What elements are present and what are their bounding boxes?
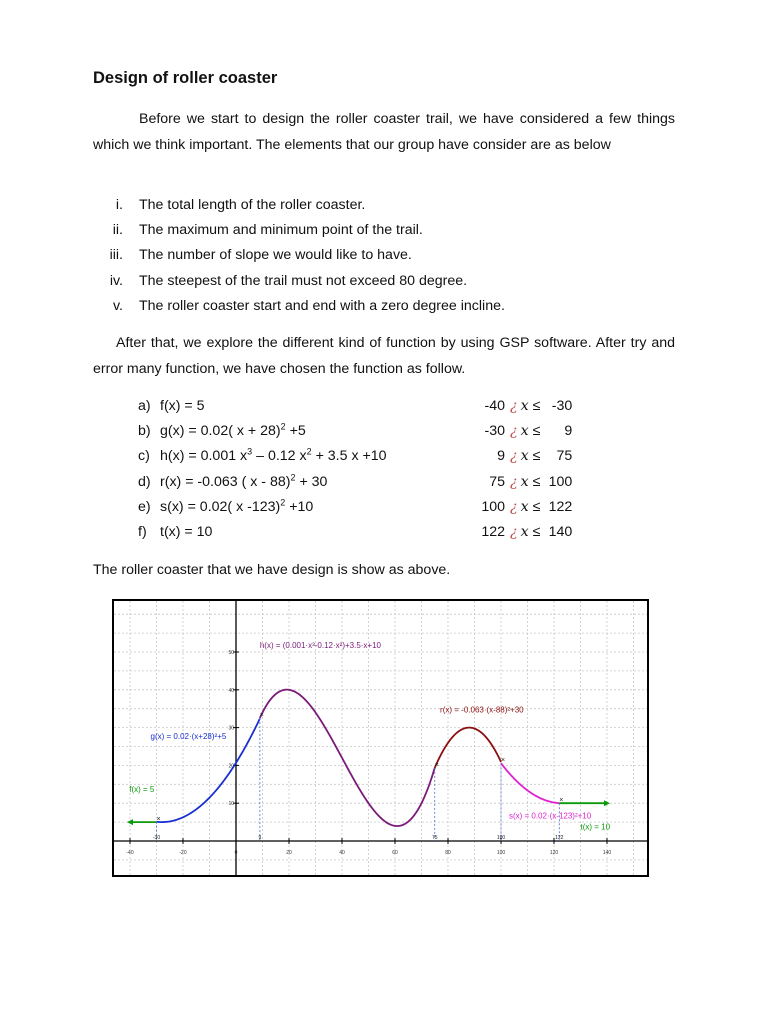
y-tick-label: 10 [228, 801, 234, 808]
arrowhead-left [127, 819, 133, 825]
list-item [93, 243, 613, 268]
list-text: The total length of the roller coaster. [139, 197, 366, 213]
function-domain [465, 419, 572, 444]
function-item [138, 394, 618, 419]
list-number: iv. [109, 272, 123, 289]
function-expression: r(x) = -0.063 ( x - 88)$^2$ + 30 [160, 471, 328, 490]
function-expression: t(x) = 10 [160, 523, 213, 540]
boundary-label: 100 [496, 835, 506, 841]
x-tick-label: 60 [392, 850, 398, 856]
list-text: The roller coaster start and end with a zero degree incline. [139, 297, 505, 314]
domain-symbol: ¿ [510, 473, 518, 490]
boundary-point: × [259, 712, 264, 720]
boundary-label: 122 [555, 835, 564, 841]
domain-upper: 75 [556, 448, 573, 465]
graph-canvas [114, 601, 647, 875]
list-number: v. [113, 297, 123, 314]
curve-label-h: h(x) = (0.001·x³-0.12·x²)+3.5·x+10 [259, 641, 382, 651]
list-number: i. [115, 197, 123, 213]
list-text: The maximum and minimum point of the trail. [139, 222, 423, 239]
document-title: Design of roller coaster [93, 69, 278, 87]
function-domain [465, 394, 572, 419]
intro-paragraph: Before we start to design the roller coaster trail, we have considered a few things which we think important. The elements that our group have consider are as below [93, 111, 675, 153]
curve-label-f: f(x) = 5 [129, 784, 155, 794]
function-label: d) [138, 473, 151, 490]
domain-variable: x [520, 423, 529, 440]
curve-label-r: r(x) = -0.063·(x-88)²+30 [440, 705, 524, 715]
list-text: The steepest of the trail must not exceed 80 degree. [139, 272, 468, 289]
curve-s [501, 763, 559, 803]
function-label: c) [138, 448, 150, 465]
function-expression: s(x) = 0.02( x -123)$^2$ +10 [160, 497, 314, 515]
function-label: b) [138, 423, 151, 440]
function-list [138, 394, 618, 545]
domain-upper: 100 [548, 473, 573, 490]
domain-lower: -40 [484, 398, 505, 414]
function-label: a) [138, 398, 151, 414]
function-expression: g(x) = 0.02( x + 28)$^2$ +5 [160, 421, 306, 440]
exploration-paragraph: After that, we explore the different kind of function by using GSP software. After try and error many function, we have chosen the function as follow. [93, 335, 675, 377]
x-tick-label: 100 [496, 850, 506, 856]
domain-lower: 75 [489, 473, 505, 490]
function-item [138, 520, 618, 545]
curve-label-g: g(x) = 0.02·(x+28)²+5 [150, 731, 227, 741]
function-item [138, 444, 618, 469]
boundary-point: × [559, 797, 564, 805]
domain-relation: ≤ [528, 523, 545, 540]
domain-symbol: ¿ [510, 523, 518, 540]
domain-variable: x [520, 398, 529, 414]
domain-upper: 122 [548, 498, 573, 515]
domain-upper: 9 [564, 423, 573, 440]
curve-h [260, 690, 435, 826]
x-tick-label: 0 [234, 850, 238, 856]
curve-label-s: s(x) = 0.02·(x-123)²+10 [508, 811, 592, 821]
function-domain [465, 470, 572, 495]
boundary-label: 9 [258, 835, 262, 841]
x-tick-label: 20 [286, 850, 292, 856]
roller-coaster-graph [112, 599, 649, 877]
function-item [138, 495, 618, 520]
boundary-label: 75 [431, 835, 438, 841]
boundary-point: × [434, 761, 439, 769]
domain-variable: x [520, 448, 529, 465]
list-number: ii. [112, 222, 123, 239]
domain-variable: x [520, 523, 529, 540]
y-tick-label: 20 [228, 763, 234, 770]
curve-label-t: t(x) = 10 [580, 822, 611, 832]
x-tick-label: -20 [179, 850, 187, 856]
domain-upper: 140 [548, 523, 573, 540]
x-tick-label: 80 [445, 850, 451, 856]
function-label: f) [138, 523, 147, 540]
list-number: iii. [109, 247, 123, 264]
list-item [93, 269, 613, 294]
function-item [138, 470, 618, 495]
x-tick-label: -40 [126, 850, 134, 856]
domain-symbol: ¿ [510, 498, 518, 515]
boundary-label: -30 [152, 835, 161, 841]
domain-relation: ≤ [528, 398, 545, 414]
domain-lower: -30 [484, 423, 505, 440]
domain-relation: ≤ [528, 473, 545, 490]
function-expression: h(x) = 0.001 $x^3 - 0.12$ $x^2 + 3.5$ x +10 [160, 446, 387, 465]
list-text: The number of slope we would like to have. [139, 247, 412, 264]
domain-relation: ≤ [528, 498, 545, 515]
domain-relation: ≤ [528, 448, 545, 465]
domain-symbol: ¿ [510, 448, 518, 465]
domain-relation: ≤ [528, 423, 545, 440]
x-tick-label: 140 [602, 850, 612, 856]
domain-lower: 100 [481, 498, 505, 515]
domain-lower: 9 [497, 448, 505, 465]
list-item [93, 218, 613, 243]
domain-upper: -30 [551, 398, 573, 414]
function-domain [465, 495, 572, 520]
domain-variable: x [520, 473, 529, 490]
domain-symbol: ¿ [510, 398, 518, 414]
domain-variable: x [520, 498, 529, 515]
y-tick-label: 50 [228, 650, 234, 656]
boundary-point: × [500, 757, 506, 765]
y-tick-label: 30 [228, 725, 234, 732]
function-label: e) [138, 498, 151, 515]
list-item [93, 193, 613, 218]
x-tick-label: 40 [339, 850, 345, 856]
y-tick-label: 40 [228, 687, 234, 694]
curve-r [435, 728, 501, 768]
list-item [93, 294, 613, 319]
function-domain [465, 520, 572, 545]
x-tick-label: 120 [549, 850, 559, 856]
elements-list [93, 193, 613, 319]
domain-lower: 122 [481, 523, 505, 540]
domain-symbol: ¿ [510, 423, 518, 440]
function-domain [465, 444, 572, 469]
graph-caption: The roller coaster that we have design is show as above. [93, 562, 451, 578]
boundary-point: × [156, 815, 161, 823]
function-item [138, 419, 618, 444]
function-expression: f(x) = 5 [160, 398, 205, 414]
